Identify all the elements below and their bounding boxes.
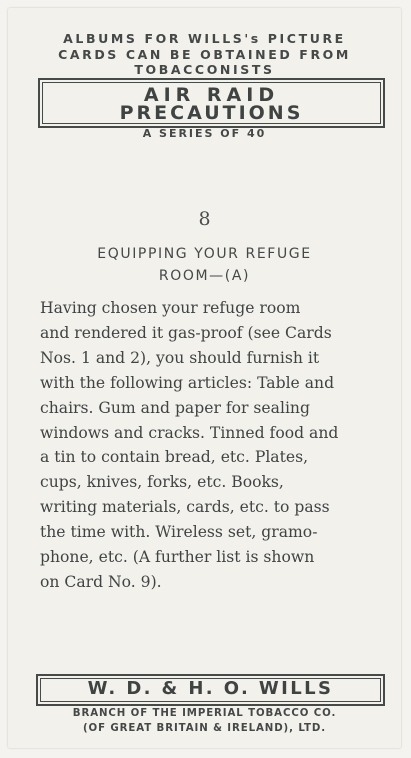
body-line: windows and cracks. Tinned food and (40, 423, 339, 442)
body-line: on Card No. 9). (40, 572, 162, 591)
series-title-line-1: AIR RAID (143, 84, 280, 106)
albums-notice-line-1: ALBUMS FOR WILLS's PICTURE (63, 31, 346, 46)
card-body-text (40, 296, 383, 595)
body-line: with the following articles: Table and (40, 373, 335, 392)
body-line: and rendered it gas-proof (see Cards (40, 323, 332, 342)
body-line: writing materials, cards, etc. to pass (40, 498, 330, 517)
card-number: 8 (198, 208, 211, 230)
body-line: chairs. Gum and paper for sealing (40, 398, 310, 417)
body-line: Having chosen your refuge room (40, 299, 301, 317)
card-title-line-1: EQUIPPING YOUR REFUGE (97, 246, 312, 262)
body-line: phone, etc. (A further list is shown (40, 548, 315, 567)
body-line: the time with. Wireless set, gramo- (40, 523, 318, 542)
albums-notice-line-3: TOBACCONISTS (134, 62, 275, 77)
series-subtitle: A SERIES OF 40 (142, 127, 267, 140)
albums-notice-line-2: CARDS CAN BE OBTAINED FROM (58, 47, 351, 62)
brand-box (36, 674, 385, 706)
footer-line-2: (OF GREAT BRITAIN & IRELAND), LTD. (82, 723, 327, 734)
body-line: cups, knives, forks, etc. Books, (40, 473, 284, 492)
footer-line-1: BRANCH OF THE IMPERIAL TOBACCO CO. (72, 708, 337, 719)
series-title-box (38, 78, 385, 128)
series-title-inner-frame (42, 82, 381, 124)
body-line: Nos. 1 and 2), you should furnish it (40, 348, 320, 367)
series-title-line-2: PRECAUTIONS (119, 102, 304, 124)
brand-name: W. D. & H. O. WILLS (40, 678, 381, 702)
cigarette-card (8, 8, 401, 748)
body-line: a tin to contain bread, etc. Plates, (40, 448, 309, 467)
card-title-line-2: ROOM—(A) (158, 268, 251, 284)
